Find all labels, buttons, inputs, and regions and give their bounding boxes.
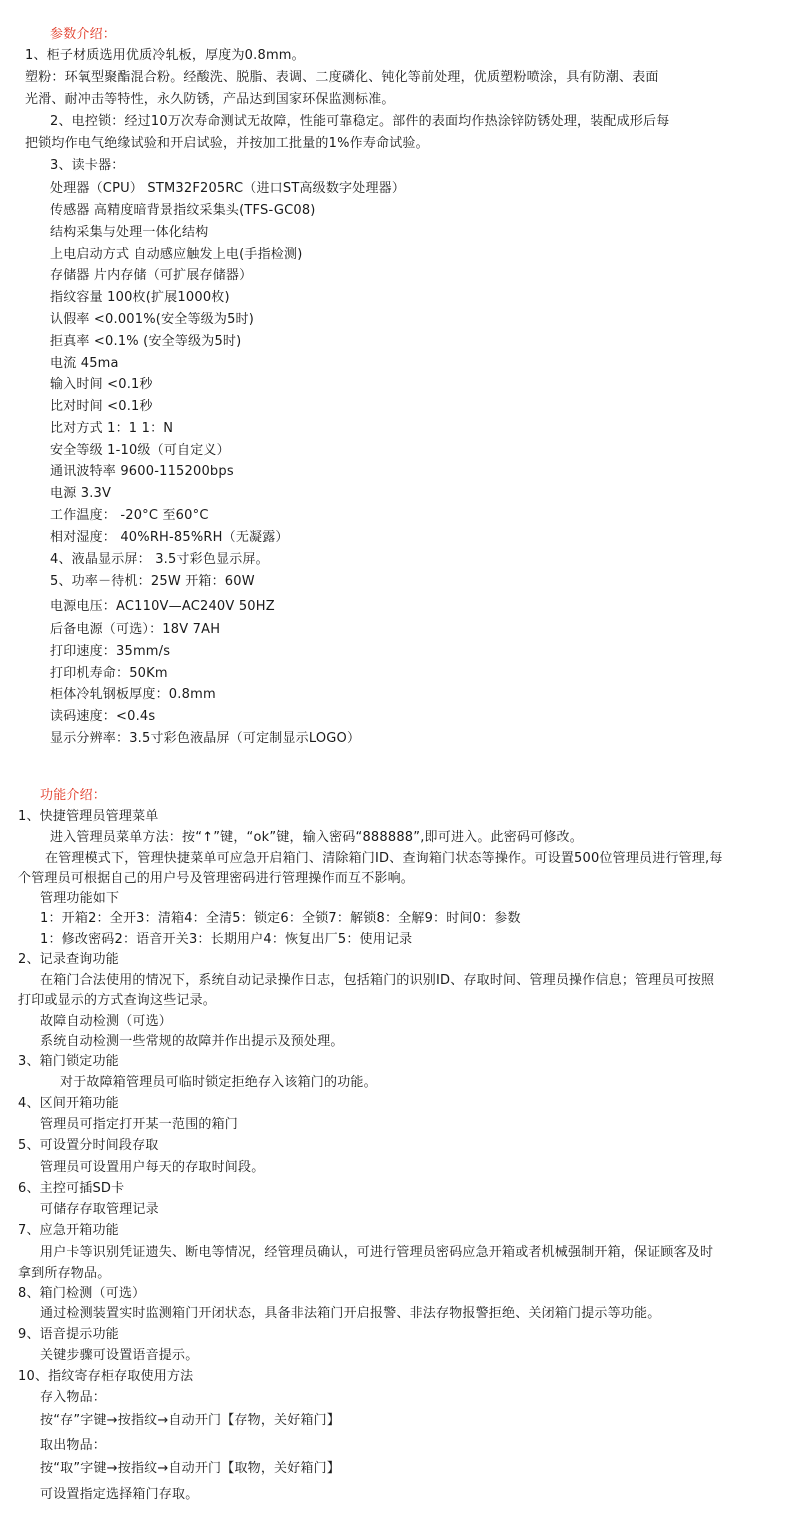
spec-line: 读码速度：<0.4s <box>50 709 156 724</box>
text-line: 管理员可设置用户每天的存取时间段。 <box>40 1160 265 1175</box>
text-line: 2、电控锁：经过10万次寿命测试无故障，性能可靠稳定。部件的表面均作热涂锌防锈处理，装配成形后每 <box>50 114 670 129</box>
text-line: 9、语音提示功能 <box>18 1327 119 1342</box>
text-line: 1：开箱2：全开3：清箱4：全清5：锁定6：全锁7：解锁8：全解9：时间0：参数 <box>40 911 521 926</box>
spec-line: 柜体冷轧钢板厚度：0.8mm <box>50 687 216 702</box>
text-line: 打印或显示的方式查询这些记录。 <box>18 993 217 1008</box>
spec-line: 指纹容量 100枚(扩展1000枚) <box>50 290 230 305</box>
text-line: 进入管理员菜单方法：按“↑”键，“ok”键，输入密码“888888”,即可进入。此密码可修改。 <box>50 830 583 845</box>
text-line: 按“取”字键→按指纹→自动开门【取物，关好箱门】 <box>40 1461 341 1476</box>
text-line: 2、记录查询功能 <box>18 952 119 967</box>
text-line: 4、区间开箱功能 <box>18 1096 119 1111</box>
text-line: 在箱门合法使用的情况下，系统自动记录操作日志，包括箱门的识别ID、存取时间、管理员操作信息；管理员可按照 <box>40 973 715 988</box>
text-line: 可储存存取管理记录 <box>40 1202 159 1217</box>
text-line: 可设置指定选择箱门存取。 <box>40 1487 199 1502</box>
spec-line: 4、液晶显示屏： 3.5寸彩色显示屏。 <box>50 552 269 567</box>
text-line: 1、柜子材质选用优质冷轧板，厚度为0.8mm。 <box>25 48 305 63</box>
text-line: 6、主控可插SD卡 <box>18 1181 125 1196</box>
text-line: 1、快捷管理员管理菜单 <box>18 809 159 824</box>
spec-line: 安全等级 1-10级（可自定义） <box>50 443 230 458</box>
text-line: 3、箱门锁定功能 <box>18 1054 119 1069</box>
section-heading-functions: 功能介绍： <box>40 788 107 803</box>
text-line: 拿到所存物品。 <box>18 1266 111 1281</box>
text-line: 取出物品： <box>40 1438 107 1453</box>
spec-line: 处理器（CPU） STM32F205RC（进口ST高级数字处理器） <box>50 181 406 196</box>
spec-line: 认假率 <0.001%(安全等级为5时) <box>50 312 255 327</box>
spec-line: 输入时间 <0.1秒 <box>50 377 153 392</box>
spec-line: 通讯波特率 9600-115200bps <box>50 464 234 479</box>
text-line: 光滑、耐冲击等特性，永久防锈，产品达到国家环保监测标准。 <box>25 92 395 107</box>
section-heading-parameters: 参数介绍： <box>50 27 117 42</box>
spec-line: 打印机寿命：50Km <box>50 666 168 681</box>
spec-line: 结构采集与处理一体化结构 <box>50 225 209 240</box>
text-line: 管理员可指定打开某一范围的箱门 <box>40 1117 239 1132</box>
spec-line: 存储器 片内存储（可扩展存储器） <box>50 268 253 283</box>
text-line: 关键步骤可设置语音提示。 <box>40 1348 199 1363</box>
text-line: 用户卡等识别凭证遗失、断电等情况，经管理员确认，可进行管理员密码应急开箱或者机械强制开箱，保证顾客及时 <box>40 1245 714 1260</box>
spec-line: 拒真率 <0.1% (安全等级为5时) <box>50 334 242 349</box>
text-line: 3、读卡器： <box>50 158 125 173</box>
spec-line: 上电启动方式 自动感应触发上电(手指检测) <box>50 247 303 262</box>
text-line: 管理功能如下 <box>40 891 120 906</box>
spec-line: 相对湿度： 40%RH-85%RH（无凝露） <box>50 530 289 545</box>
text-line: 通过检测装置实时监测箱门开闭状态，具备非法箱门开启报警、非法存物报警拒绝、关闭箱门提示等功能。 <box>40 1306 661 1321</box>
spec-line: 打印速度：35mm/s <box>50 644 171 659</box>
text-line: 7、应急开箱功能 <box>18 1223 119 1238</box>
spec-line: 电流 45ma <box>50 356 119 371</box>
text-line: 8、箱门检测（可选） <box>18 1286 146 1301</box>
spec-line: 比对时间 <0.1秒 <box>50 399 153 414</box>
text-line: 把锁均作电气绝缘试验和开启试验，并按加工批量的1%作寿命试验。 <box>25 136 429 151</box>
spec-line: 5、功率－待机：25W 开箱：60W <box>50 574 255 589</box>
text-line: 对于故障箱管理员可临时锁定拒绝存入该箱门的功能。 <box>60 1075 377 1090</box>
spec-line: 工作温度： -20°C 至60°C <box>50 508 209 523</box>
text-line: 1：修改密码2：语音开关3：长期用户4：恢复出厂5：使用记录 <box>40 932 413 947</box>
text-line: 10、指纹寄存柜存取使用方法 <box>18 1369 194 1384</box>
text-line: 存入物品： <box>40 1390 107 1405</box>
spec-line: 显示分辨率：3.5寸彩色液晶屏（可定制显示LOGO） <box>50 731 361 746</box>
spec-line: 比对方式 1：1 1：N <box>50 421 174 436</box>
text-line: 按“存”字键→按指纹→自动开门【存物，关好箱门】 <box>40 1413 341 1428</box>
text-line: 在管理模式下，管理快捷菜单可应急开启箱门、清除箱门ID、查询箱门状态等操作。可设置500位管理员进行管理,每 <box>45 851 723 866</box>
text-line: 系统自动检测一些常规的故障并作出提示及预处理。 <box>40 1034 344 1049</box>
spec-line: 电源 3.3V <box>50 486 112 501</box>
spec-line: 电源电压：AC110V—AC240V 50HZ <box>50 599 275 614</box>
spec-line: 后备电源（可选）：18V 7AH <box>50 622 221 637</box>
text-line: 个管理员可根据自己的用户号及管理密码进行管理操作而互不影响。 <box>18 871 415 886</box>
text-line: 故障自动检测（可选） <box>40 1014 173 1029</box>
spec-line: 传感器 高精度暗背景指纹采集头(TFS-GC08) <box>50 203 316 218</box>
text-line: 塑粉：环氧型聚酯混合粉。经酸洗、脱脂、表调、二度磷化、钝化等前处理，优质塑粉喷涂，具有防潮、表面 <box>25 70 659 85</box>
text-line: 5、可设置分时间段存取 <box>18 1138 159 1153</box>
